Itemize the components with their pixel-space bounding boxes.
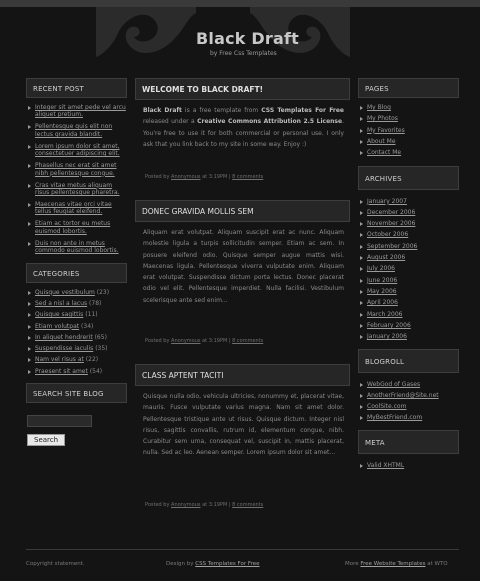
recent-post-link[interactable]: Lorem ipsum dolor sit amet, consectetuer adipiscing elit. bbox=[35, 142, 120, 158]
footer-more bbox=[345, 561, 448, 567]
list-item[interactable] bbox=[360, 149, 459, 156]
category-count: (78) bbox=[89, 299, 102, 307]
list-item[interactable] bbox=[28, 289, 127, 296]
blogroll-heading: BLOGROLL bbox=[358, 349, 459, 373]
page-link[interactable]: About Me bbox=[367, 137, 396, 145]
category-link[interactable]: Nam vel risus at bbox=[35, 356, 84, 364]
search-button[interactable]: Search bbox=[27, 434, 65, 446]
footer-divider bbox=[26, 549, 459, 550]
archive-link[interactable]: November 2006 bbox=[367, 220, 416, 228]
archive-link[interactable]: March 2006 bbox=[367, 310, 403, 318]
list-item[interactable] bbox=[28, 182, 127, 197]
list-item[interactable] bbox=[360, 243, 459, 250]
list-item[interactable] bbox=[360, 403, 459, 410]
blogroll-link[interactable]: AnotherFriend@Site.net bbox=[367, 391, 439, 399]
category-link[interactable]: In aliquet hendrerit bbox=[35, 333, 93, 341]
post-meta bbox=[135, 165, 350, 180]
list-item[interactable] bbox=[28, 356, 127, 363]
category-count: (54) bbox=[89, 367, 103, 375]
post-comments-link[interactable]: 8 comments bbox=[232, 502, 264, 508]
post-meta bbox=[135, 493, 350, 508]
list-item[interactable] bbox=[28, 143, 127, 158]
blogroll-link[interactable]: CoolSite.com bbox=[367, 403, 407, 411]
post-meta-time: at 3:19PM | bbox=[200, 338, 233, 344]
footer-design-label: Design by bbox=[166, 561, 196, 567]
recent-post-link[interactable]: Integer sit amet pede vel arcu aliquet pretium. bbox=[35, 104, 126, 119]
footer-more-suffix: at WTO bbox=[425, 561, 448, 567]
list-item[interactable] bbox=[360, 414, 459, 421]
list-item[interactable] bbox=[360, 254, 459, 261]
page-link[interactable]: My Blog bbox=[367, 104, 391, 111]
recent-post-link[interactable]: Etiam ac tortor eu metus euismod lobortis. bbox=[35, 220, 111, 235]
footer-more-link[interactable]: Free Website Templates bbox=[360, 561, 426, 567]
main-content bbox=[135, 78, 350, 508]
post-author-link[interactable]: Anonymous bbox=[171, 338, 201, 344]
archive-link[interactable]: August 2006 bbox=[367, 254, 406, 262]
list-item[interactable] bbox=[360, 265, 459, 272]
post-author-link[interactable]: Anonymous bbox=[171, 502, 201, 508]
page-link[interactable]: My Photos bbox=[367, 115, 398, 123]
list-item[interactable] bbox=[28, 201, 127, 216]
ornament-left-icon bbox=[96, 7, 196, 67]
archive-link[interactable]: January 2007 bbox=[367, 197, 407, 205]
site-header bbox=[0, 7, 480, 70]
footer-design bbox=[166, 561, 260, 567]
list-item[interactable] bbox=[360, 277, 459, 284]
list-item[interactable] bbox=[28, 300, 127, 307]
post-meta-time: at 3:19PM | bbox=[200, 502, 233, 508]
category-count: (35) bbox=[95, 345, 108, 353]
list-item[interactable] bbox=[28, 323, 127, 330]
category-link[interactable]: Suspendisse iaculis bbox=[35, 345, 94, 353]
list-item[interactable] bbox=[360, 231, 459, 238]
post-comments-link[interactable]: 8 comments bbox=[232, 338, 264, 344]
site-title[interactable]: Black Draft bbox=[196, 29, 299, 48]
post bbox=[135, 78, 350, 180]
post-meta-label: Posted by bbox=[145, 338, 172, 344]
meta-link[interactable]: Valid XHTML bbox=[367, 461, 405, 469]
pages-heading: PAGES bbox=[358, 78, 459, 98]
post bbox=[135, 364, 350, 508]
post bbox=[135, 200, 350, 344]
category-link[interactable]: Quisque vestibulum bbox=[35, 288, 95, 296]
category-count: (22) bbox=[85, 356, 99, 364]
archive-link[interactable]: July 2006 bbox=[367, 265, 395, 273]
list-item[interactable] bbox=[360, 115, 459, 122]
post-body-bold: Black Draft bbox=[143, 107, 182, 114]
list-item[interactable] bbox=[28, 240, 127, 255]
archives-list bbox=[358, 198, 459, 341]
blogroll-link[interactable]: WebGod of Gases bbox=[367, 380, 421, 388]
list-item[interactable] bbox=[360, 322, 459, 329]
list-item[interactable] bbox=[360, 333, 459, 340]
list-item[interactable] bbox=[360, 220, 459, 227]
post-author-link[interactable]: Anonymous bbox=[171, 174, 201, 180]
top-bar bbox=[0, 0, 480, 7]
blogroll-list bbox=[358, 381, 459, 422]
post-body-link[interactable]: Creative Commons Attribution 2.5 License bbox=[197, 118, 343, 126]
category-count: (34) bbox=[81, 322, 94, 330]
list-item[interactable] bbox=[28, 123, 127, 138]
archive-link[interactable]: September 2006 bbox=[367, 242, 418, 250]
categories-list bbox=[26, 289, 127, 375]
footer-more-label: More bbox=[345, 561, 361, 567]
list-item[interactable] bbox=[28, 334, 127, 341]
list-item[interactable] bbox=[28, 162, 127, 177]
list-item[interactable] bbox=[28, 368, 127, 375]
list-item[interactable] bbox=[360, 462, 459, 469]
archive-link[interactable]: October 2006 bbox=[367, 231, 409, 239]
category-count: (23) bbox=[96, 288, 110, 296]
archive-link[interactable]: June 2006 bbox=[367, 276, 398, 284]
list-item[interactable] bbox=[28, 311, 127, 318]
meta-heading: META bbox=[358, 430, 459, 454]
archive-link[interactable]: January 2006 bbox=[367, 333, 407, 341]
page-link[interactable]: Contact Me bbox=[367, 149, 402, 157]
recent-post-link[interactable]: Pellentesque quis elit non lectus gravida blandit. bbox=[35, 123, 113, 138]
post-meta-time: at 3:19PM | bbox=[200, 174, 233, 180]
recent-post-heading: RECENT POST bbox=[26, 78, 127, 98]
post-meta-label: Posted by bbox=[145, 502, 172, 508]
list-item[interactable] bbox=[360, 104, 459, 111]
post-title[interactable]: CLASS APTENT TACITI bbox=[135, 364, 350, 386]
list-item[interactable] bbox=[360, 299, 459, 306]
archive-link[interactable]: April 2006 bbox=[367, 299, 398, 307]
category-link[interactable]: Sed a nisl a lacus bbox=[35, 299, 88, 307]
recent-post-link[interactable]: Duis non ante in metus commodo euismod lobortis. bbox=[35, 239, 119, 255]
list-item[interactable] bbox=[28, 345, 127, 352]
footer-copyright: Copyright statement. bbox=[26, 561, 85, 567]
right-sidebar bbox=[358, 78, 459, 477]
post-meta-label: Posted by bbox=[145, 174, 172, 180]
post-title[interactable]: WELCOME TO BLACK DRAFT! bbox=[135, 78, 350, 100]
left-sidebar bbox=[26, 78, 127, 446]
list-item[interactable] bbox=[360, 381, 459, 388]
list-item[interactable] bbox=[360, 127, 459, 134]
post-body-text: . You're free to use it for both commercial or personal use. I only ask that you link back to my site in some way. Enjoy :) bbox=[143, 118, 344, 148]
recent-post-link[interactable]: Maecenas vitae orci vitae tellus feugiat eleifend. bbox=[35, 201, 112, 216]
recent-post-link[interactable]: Phasellus nec erat sit amet nibh pellentesque congue. bbox=[35, 162, 117, 177]
post-body bbox=[135, 100, 350, 165]
meta-list bbox=[358, 462, 459, 469]
category-count: (11) bbox=[85, 311, 98, 319]
category-link[interactable]: Quisque sagittis bbox=[35, 311, 84, 319]
list-item[interactable] bbox=[360, 138, 459, 145]
recent-post-list bbox=[26, 104, 127, 255]
page-link[interactable]: My Favorites bbox=[367, 126, 405, 134]
post-meta bbox=[135, 329, 350, 344]
list-item[interactable] bbox=[360, 198, 459, 205]
category-link[interactable]: Praesent sit amet bbox=[35, 367, 88, 375]
search-heading: SEARCH SITE BLOG bbox=[26, 383, 127, 403]
post-title[interactable]: DONEC GRAVIDA MOLLIS SEM bbox=[135, 200, 350, 222]
archive-link[interactable]: February 2006 bbox=[367, 321, 411, 329]
blogroll-link[interactable]: MyBestFriend.com bbox=[367, 414, 423, 422]
footer-design-link[interactable]: CSS Templates For Free bbox=[195, 561, 260, 567]
post-body: Quisque nulla odio, vehicula ultricies, nonummy et, placerat vitae, mauris. Fusce vulputate varius magna. Nam sit amet dolor. Pellentesque tristique ante ut risus. Quisque dictum. Integer nisl risus, sagittis convallis, rutrum id, elementum congue, nibh. Curabitur sem urna, consequat vel, suscipit in, mattis placerat, nulla. Sed ac leo. Aenean semper. Lorem ipsum dolor sit amet... bbox=[143, 393, 344, 457]
list-item[interactable] bbox=[28, 104, 127, 119]
archive-link[interactable]: May 2006 bbox=[367, 287, 397, 295]
categories-heading: CATEGORIES bbox=[26, 263, 127, 283]
search-input[interactable] bbox=[27, 415, 92, 427]
post-body-text: released under a bbox=[143, 118, 198, 126]
post-body: Aliquam erat volutpat. Aliquam suscipit erat ac nunc. Aliquam molestie ligula a turpis sollicitudin semper. Etiam ac sem. In posuere eleifend odio. Quisque semper augue mattis wisi. Maecenas ligula. Pellentesque viverra vulputate enim. Aliquam erat volutpat. Suspendisse dictum porta lectus. Donec placerat odio vel elit. Pellentesque imperdiet. Nulla facilisi. Vestibulum scelerisque ante sed enim... bbox=[143, 229, 344, 304]
post-body-text: is a free template from bbox=[181, 107, 262, 114]
archive-link[interactable]: December 2006 bbox=[367, 208, 416, 216]
post-body-link[interactable]: CSS Templates For Free bbox=[261, 107, 345, 114]
list-item[interactable] bbox=[28, 220, 127, 235]
list-item[interactable] bbox=[360, 311, 459, 318]
list-item[interactable] bbox=[360, 392, 459, 399]
post-comments-link[interactable]: 8 comments bbox=[232, 174, 264, 180]
site-subtitle: by Free Css Templates bbox=[210, 50, 277, 57]
list-item[interactable] bbox=[360, 288, 459, 295]
list-item[interactable] bbox=[360, 209, 459, 216]
category-link[interactable]: Etiam volutpat bbox=[35, 322, 80, 330]
pages-list bbox=[358, 104, 459, 157]
archives-heading: ARCHIVES bbox=[358, 166, 459, 190]
category-count: (65) bbox=[94, 333, 107, 341]
recent-post-link[interactable]: Cras vitae metus aliquam risus pellentesque pharetra. bbox=[35, 181, 120, 197]
